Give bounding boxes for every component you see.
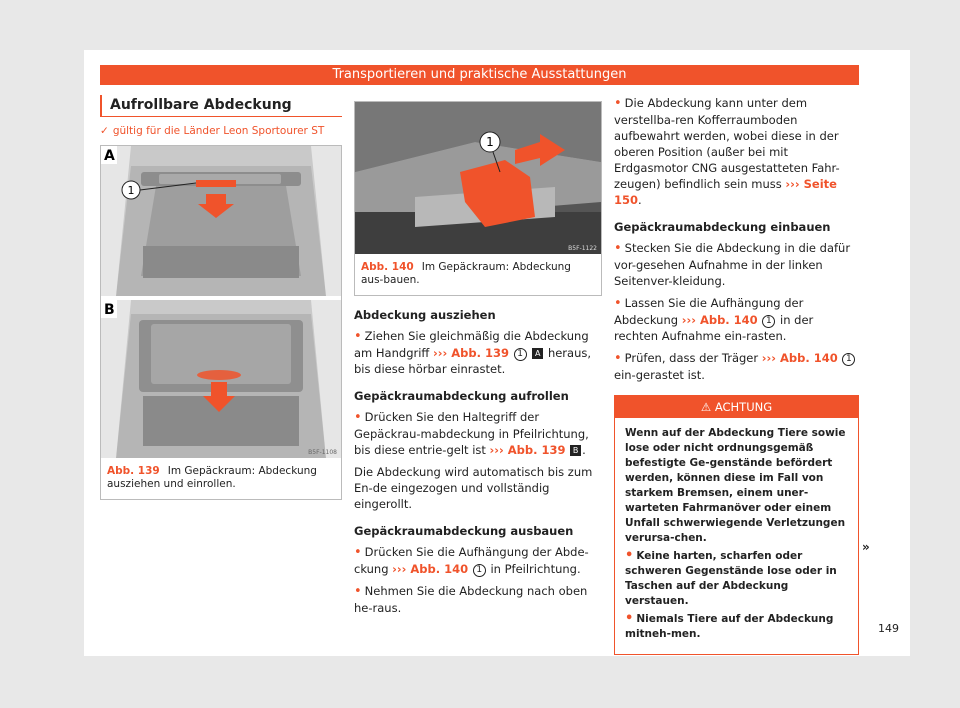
column-middle <box>354 95 602 622</box>
figure-caption-text-140: Im Gepäckraum: Abdeckung aus-bauen. <box>361 261 571 286</box>
bullet-icon: • <box>614 241 622 256</box>
info-paragraph: Die Abdeckung wird automatisch bis zum En-de eingezogen und vollständig eingerollt. <box>354 465 593 511</box>
figure-label-140: Abb. 140 <box>361 261 414 273</box>
marker-1-a: 1 <box>127 184 135 197</box>
panel-marker: A <box>532 348 543 359</box>
bullet-icon: • <box>354 410 362 425</box>
warning-triangle-icon: ⚠ <box>700 400 712 414</box>
check-icon: ✓ <box>100 125 109 137</box>
step-ausbauen-2: • Nehmen Sie die Abdeckung nach oben he-raus. <box>354 584 588 615</box>
warning-intro: Wenn auf der Abdeckung Tiere sowie lose oder nicht ordnungsgemäß befestigte Ge-genstände befördert werden, können diese im Fall von starkem Bremsen, einem uner-warteten Fahrmanöver oder einem Unfall schwerwiegende Verletzungen verursa-chen. <box>625 427 846 544</box>
figure-label: Abb. 139 <box>107 465 160 477</box>
figure-caption-text: Im Gepäckraum: Abdeckung ausziehen und einrollen. <box>107 465 317 490</box>
heading-ausbauen: Gepäckraumabdeckung ausbauen <box>354 524 574 538</box>
figure-reference[interactable]: ››› Abb. 139 <box>489 443 566 457</box>
step-ausziehen: • Ziehen Sie gleichmäßig die Abdeckung am Handgriff ››› Abb. 139 1 A heraus, bis diese hörbar einrastet. <box>354 329 592 376</box>
warning-title: ACHTUNG <box>714 400 773 414</box>
figure-caption <box>101 458 341 499</box>
figure-140 <box>354 101 602 296</box>
continue-marker: » <box>862 540 870 554</box>
bullet-icon: • <box>614 351 622 366</box>
panel-b-label: B <box>104 302 115 318</box>
warning-item-1: • Keine harten, scharfen oder schweren Gegenstände lose oder in Taschen auf der Abdeckung verstauen. <box>625 548 837 607</box>
figure-caption-140 <box>355 254 601 295</box>
chapter-header: Transportieren und praktische Ausstattungen <box>100 65 859 85</box>
page-reference[interactable]: ››› Seite 150 <box>614 177 837 207</box>
bullet-icon: • <box>614 96 622 111</box>
column-left <box>100 95 342 500</box>
marker-1-b: 1 <box>486 135 494 149</box>
bullet-icon: • <box>625 611 634 626</box>
validity-text: gültig für die Länder Leon Sportourer ST <box>112 125 325 137</box>
figure-139 <box>100 145 342 500</box>
step-einbauen-3: • Prüfen, dass der Träger ››› Abb. 140 1 ein-gerastet ist. <box>614 350 859 383</box>
callout-number: 1 <box>514 348 527 361</box>
callout-number: 1 <box>762 315 775 328</box>
bullet-icon: • <box>354 545 362 560</box>
section-title: Aufrollbare Abdeckung <box>100 95 342 117</box>
warning-item-2: • Niemals Tiere auf der Abdeckung mitneh-men. <box>625 611 834 640</box>
panel-marker: B <box>570 445 581 456</box>
step-aufrollen: • Drücken Sie den Haltegriff der Gepäckrau-mabdeckung in Pfeilrichtung, bis diese entrie-gelt ist ››› Abb. 139 B . <box>354 410 589 457</box>
heading-einbauen: Gepäckraumabdeckung einbauen <box>614 220 831 234</box>
cover-removal-illustration <box>355 102 601 254</box>
bullet-icon: • <box>625 548 634 563</box>
bullet-icon: • <box>354 329 362 344</box>
validity-note <box>100 125 342 137</box>
panel-a-label: A <box>104 148 115 164</box>
warning-body <box>615 418 858 654</box>
heading-ausziehen: Abdeckung ausziehen <box>354 308 496 322</box>
heading-aufrollen: Gepäckraumabdeckung aufrollen <box>354 389 569 403</box>
step-einbauen-2: • Lassen Sie die Aufhängung der Abdeckung ››› Abb. 140 1 in der rechten Aufnahme ein-rasten. <box>614 296 814 343</box>
figure-reference[interactable]: ››› Abb. 140 <box>392 562 469 576</box>
storage-note: • Die Abdeckung kann unter dem verstellba-ren Kofferraumboden aufbewahrt werden, wobei diese in der oberen Position (außer bei mit Erdgasmotor CNG ausgestatteten Fahr-zeugen) befindlich sein muss ››› Seite 150. <box>614 96 840 207</box>
warning-header <box>615 396 858 418</box>
bullet-icon: • <box>354 584 362 599</box>
figure-code: B5F-1108 <box>308 449 337 456</box>
trunk-cover-illustration <box>101 146 341 458</box>
warning-box <box>614 395 859 655</box>
page-number: 149 <box>878 622 899 635</box>
step-ausbauen-1: • Drücken Sie die Aufhängung der Abde-ckung ››› Abb. 140 1 in Pfeilrichtung. <box>354 545 589 576</box>
step-einbauen-1: • Stecken Sie die Abdeckung in die dafür vor-gesehen Aufnahme in der linken Seitenver-kleidung. <box>614 241 851 288</box>
figure-code-140: B5F-1122 <box>568 245 597 252</box>
bullet-icon: • <box>614 296 622 311</box>
callout-number: 1 <box>842 353 855 366</box>
figure-reference[interactable]: ››› Abb. 140 <box>761 351 838 365</box>
figure-reference[interactable]: ››› Abb. 140 <box>681 313 758 327</box>
callout-number: 1 <box>473 564 486 577</box>
column-right <box>614 95 859 655</box>
figure-reference[interactable]: ››› Abb. 139 <box>433 346 509 360</box>
